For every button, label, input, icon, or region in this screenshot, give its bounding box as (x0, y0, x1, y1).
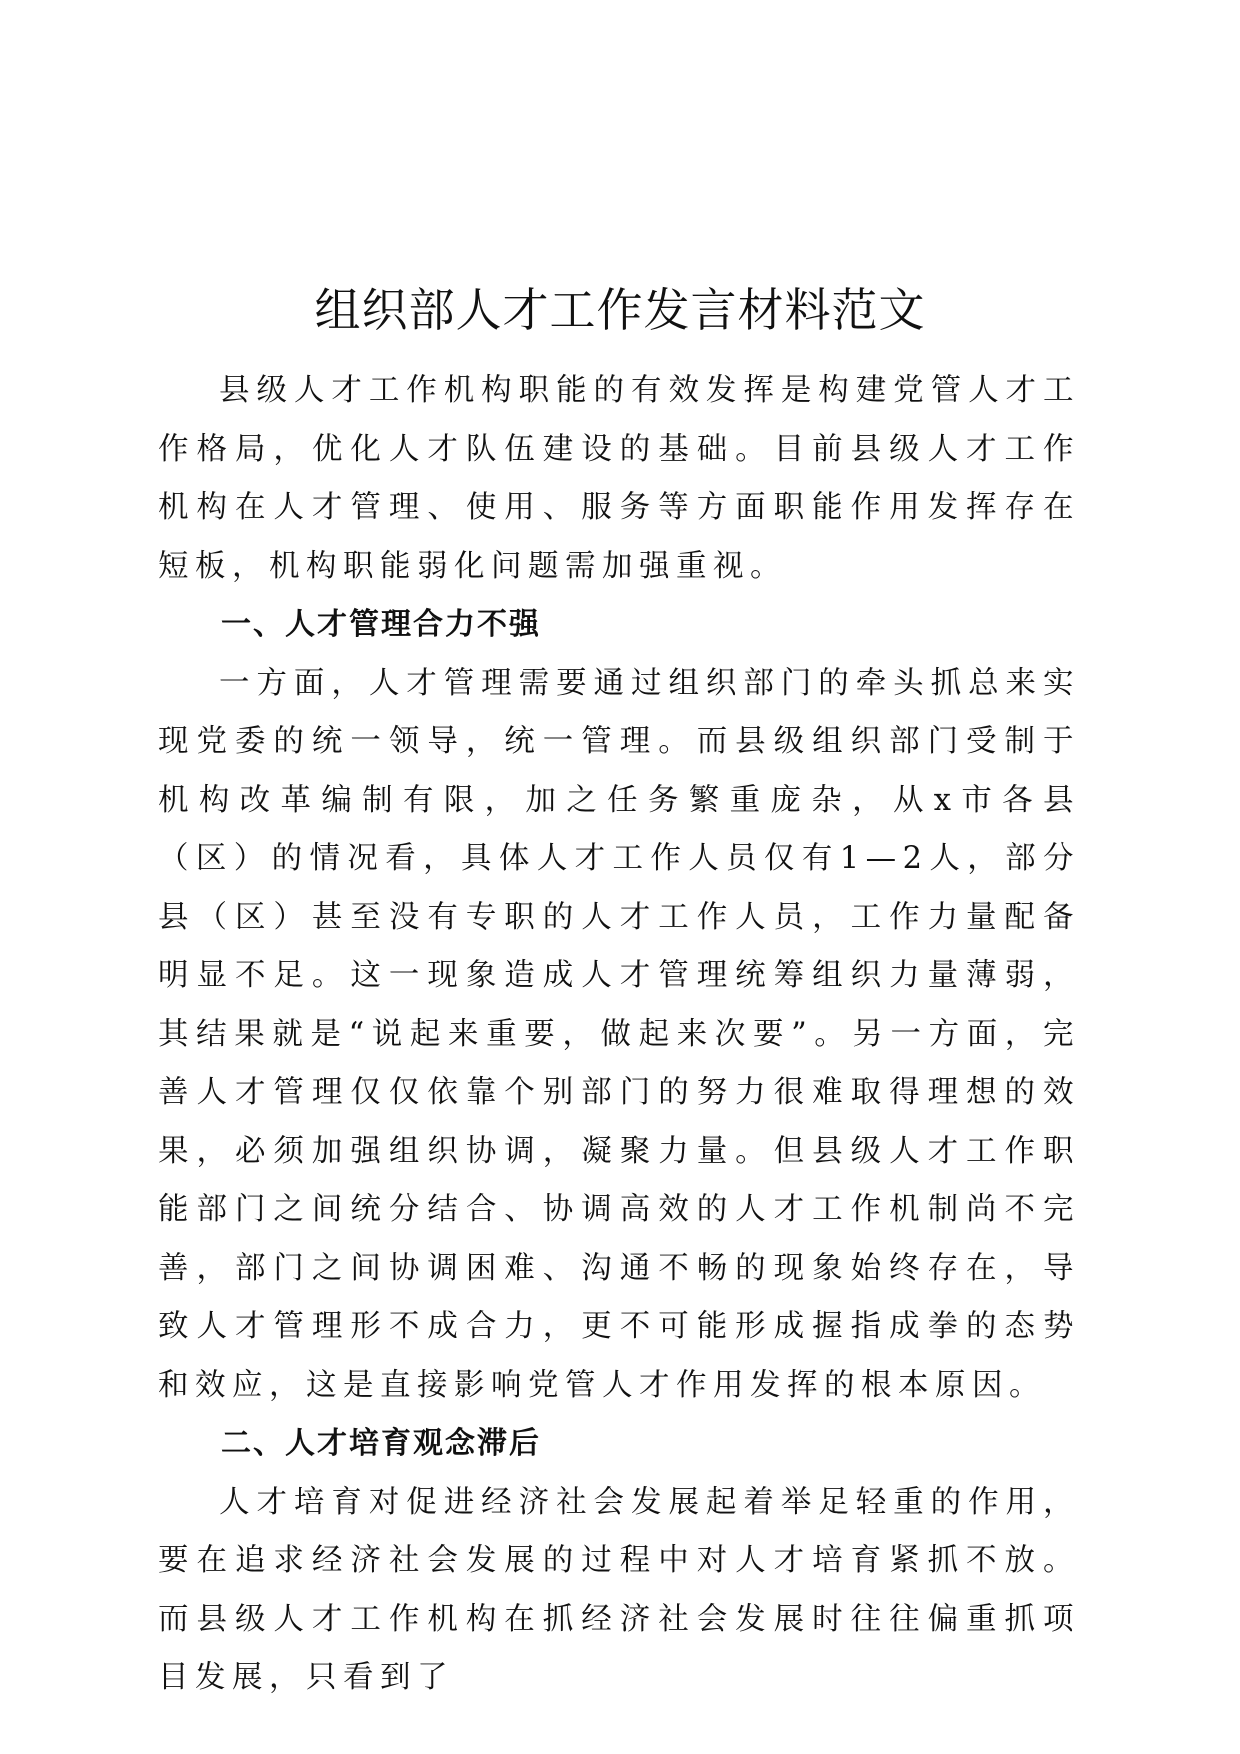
intro-paragraph: 县级人才工作机构职能的有效发挥是构建党管人才工作格局，优化人才队伍建设的基础。目前县级人才工作机构在人才管理、使用、服务等方面职能作用发挥存在短板，机构职能弱化问题需加强重视。 (158, 373, 1080, 584)
section-2-heading: 二、人才培育观念滞后 (221, 1426, 541, 1461)
section-1-heading: 一、人才管理合力不强 (221, 607, 541, 642)
document-title: 组织部人才工作发言材料范文 (314, 283, 926, 337)
section-2-paragraph: 人才培育对促进经济社会发展起着举足轻重的作用，要在追求经济社会发展的过程中对人才培育紧抓不放。而县级人才工作机构在抓经济社会发展时往往偏重抓项目发展，只看到了 (158, 1484, 1080, 1695)
section-1-paragraph: 一方面，人才管理需要通过组织部门的牵头抓总来实现党委的统一领导，统一管理。而县级组织部门受制于机构改革编制有限，加之任务繁重庞杂，从x市各县（区）的情况看，具体人才工作人员仅有1—2人，部分县（区）甚至没有专职的人才工作人员，工作力量配备明显不足。这一现象造成人才管理统筹组织力量薄弱，其结果就是“说起来重要，做起来次要”。另一方面，完善人才管理仅仅依靠个别部门的努力很难取得理想的效果，必须加强组织协调，凝聚力量。但县级人才工作职能部门之间统分结合、协调高效的人才工作机制尚不完善，部门之间协调困难、沟通不畅的现象始终存在，导致人才管理形不成合力，更不可能形成握指成拳的态势和效应，这是直接影响党管人才作用发挥的根本原因。 (158, 665, 1080, 1403)
document-body (158, 362, 1080, 1708)
